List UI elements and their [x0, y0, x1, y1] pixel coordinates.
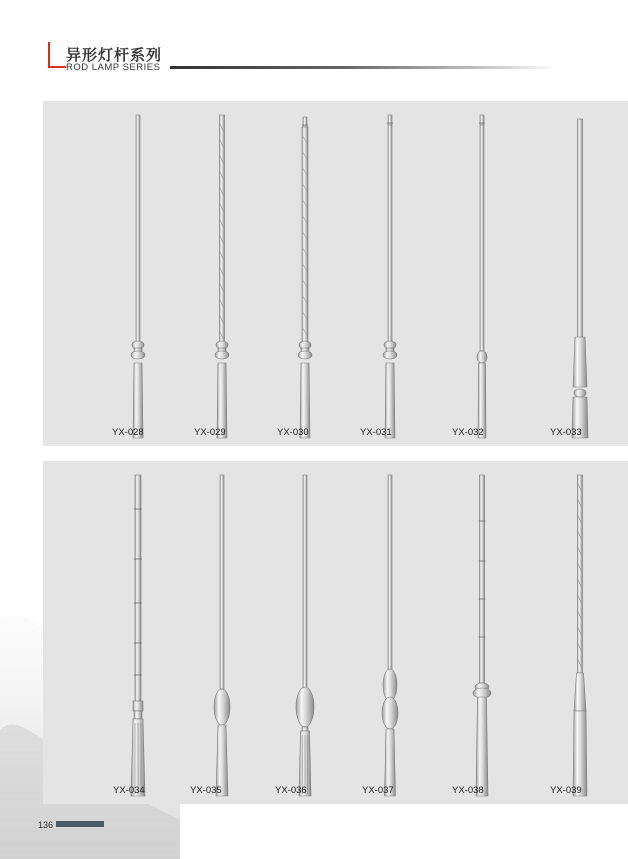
model-label: YX-034: [113, 785, 145, 796]
header-accent-foot: [48, 66, 66, 68]
model-label: YX-038: [452, 785, 484, 796]
model-label: YX-030: [277, 427, 309, 438]
pole-image-yx-034: [90, 461, 187, 804]
pole-panel-row-2: [43, 461, 628, 804]
header-accent-mark: [48, 42, 50, 68]
pole-card: [90, 461, 187, 804]
pole-image-yx-038: [434, 461, 531, 804]
pole-image-yx-033: [532, 101, 628, 446]
model-label: YX-037: [362, 785, 394, 796]
model-label: YX-032: [452, 427, 484, 438]
pole-image-yx-031: [342, 101, 439, 446]
pole-image-yx-036: [257, 461, 354, 804]
series-title-cn: 异形灯杆系列: [66, 46, 163, 64]
header-rule: [170, 66, 558, 69]
pole-card: [90, 101, 187, 446]
pole-card: [257, 461, 354, 804]
pole-image-yx-037: [342, 461, 439, 804]
pole-card: [434, 461, 531, 804]
model-label: YX-028: [112, 427, 144, 438]
pole-image-yx-030: [257, 101, 354, 446]
model-label: YX-029: [194, 427, 226, 438]
page-number-bar: [56, 821, 104, 827]
pole-card: [342, 461, 439, 804]
pole-card: [434, 101, 531, 446]
pole-image-yx-028: [90, 101, 187, 446]
pole-card: [532, 461, 628, 804]
pole-card: [257, 101, 354, 446]
page-number: 136: [38, 820, 54, 830]
model-label: YX-031: [360, 427, 392, 438]
pole-image-yx-032: [434, 101, 531, 446]
model-label: YX-035: [190, 785, 222, 796]
model-label: YX-033: [550, 427, 582, 438]
pole-card: [532, 101, 628, 446]
model-label: YX-036: [275, 785, 307, 796]
model-label: YX-039: [550, 785, 582, 796]
pole-card: [342, 101, 439, 446]
pole-panel-row-1: [43, 101, 628, 446]
series-title-en: ROD LAMP SERIES: [66, 62, 161, 73]
pole-image-yx-039: [532, 461, 628, 804]
